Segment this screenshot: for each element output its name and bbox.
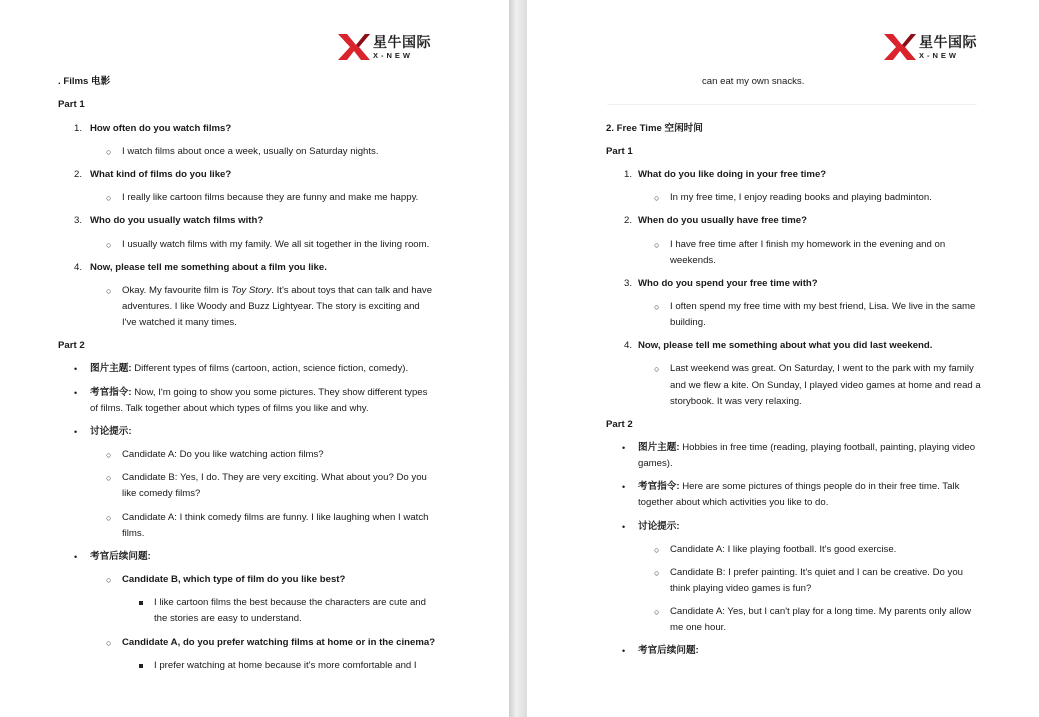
answer: I usually watch films with my family. We all sit together in the living room.	[122, 239, 430, 250]
answer-line	[122, 283, 432, 299]
dialogue-line: Candidate A: Yes, but I can't play for a long time. My parents only allow	[670, 606, 972, 617]
topic-text: Different types of films (cartoon, action, science fiction, comedy).	[134, 363, 409, 374]
instruction-line	[90, 385, 427, 401]
logo-cn-text: 星牛国际	[919, 33, 977, 50]
answer: Last weekend was great. On Saturday, I went to the park with my family	[670, 363, 974, 374]
instruction-line	[638, 479, 959, 495]
topic-line	[90, 361, 408, 377]
instruction-text: Now, I'm going to show you some pictures. They show different types	[134, 387, 428, 398]
circle-bullet-icon: ○	[106, 513, 112, 523]
q-number: 3.	[623, 278, 632, 289]
continued-answer: can eat my own snacks.	[702, 76, 805, 87]
topic-text: Hobbies in free time (reading, playing football, painting, playing video	[682, 442, 976, 453]
disc-bullet-icon: •	[622, 443, 626, 453]
circle-bullet-icon: ○	[106, 193, 112, 203]
x-new-logo	[884, 34, 977, 60]
answer: I have free time after I finish my homework in the evening and on	[670, 239, 946, 250]
film-title: Toy Story	[231, 285, 272, 296]
instruction-label: 考官指令:	[638, 481, 680, 492]
disc-bullet-icon: •	[74, 552, 78, 562]
dialogue-line: Candidate B: Yes, I do. They are very exciting. What about you? Do you	[122, 472, 427, 483]
circle-bullet-icon: ○	[654, 607, 660, 617]
circle-bullet-icon: ○	[106, 575, 112, 585]
question: Who do you usually watch films with?	[90, 215, 264, 226]
question: How often do you watch films?	[90, 123, 232, 134]
document-page-right	[527, 0, 1039, 717]
disc-bullet-icon: •	[622, 522, 626, 532]
question: Who do you spend your free time with?	[638, 278, 818, 289]
x-new-logo	[338, 34, 431, 60]
q-number: 1.	[73, 123, 82, 134]
follow-up-question: Candidate B, which type of film do you like best?	[122, 574, 346, 585]
x-new-logo-icon	[338, 34, 370, 60]
circle-bullet-icon: ○	[106, 473, 112, 483]
q-number: 2.	[623, 215, 632, 226]
circle-bullet-icon: ○	[106, 286, 112, 296]
part2-label: Part 2	[606, 419, 633, 430]
follow-up-label: 考官后续问题:	[90, 551, 151, 562]
circle-bullet-icon: ○	[654, 302, 660, 312]
instruction-line: together about which activities you like to do.	[638, 497, 829, 508]
circle-bullet-icon: ○	[654, 545, 660, 555]
answer: I watch films about once a week, usually on Saturday nights.	[122, 146, 379, 157]
part2-label: Part 2	[58, 340, 85, 351]
x-new-logo-icon	[884, 34, 916, 60]
logo-cn-text: 星牛国际	[373, 33, 431, 50]
follow-up-answer: the stories are easy to understand.	[154, 613, 302, 624]
answer: I really like cartoon films because they are funny and make me happy.	[122, 192, 419, 203]
q-number: 3.	[73, 215, 82, 226]
disc-bullet-icon: •	[74, 388, 78, 398]
square-bullet-icon	[139, 664, 143, 668]
separator-line	[607, 104, 977, 105]
instruction-line: of films. Talk together about which types of films you like and why.	[90, 403, 369, 414]
instruction-text: Here are some pictures of things people do in their free time. Talk	[682, 481, 960, 492]
answer: building.	[670, 317, 706, 328]
follow-up-answer: I prefer watching at home because it's more comfortable and I	[154, 660, 417, 671]
circle-bullet-icon: ○	[654, 364, 660, 374]
dialogue-line: me one hour.	[670, 622, 727, 633]
answer-text: Okay. My favourite film is	[122, 285, 232, 296]
part1-label: Part 1	[58, 99, 85, 110]
topic-line: games).	[638, 458, 673, 469]
dialogue-line: Candidate A: I like playing football. It's good exercise.	[670, 544, 897, 555]
circle-bullet-icon: ○	[106, 147, 112, 157]
logo-en-text: X-NEW	[373, 50, 413, 60]
follow-up-label: 考官后续问题:	[638, 645, 699, 656]
q-number: 4.	[623, 340, 632, 351]
topic-label: 图片主题:	[90, 363, 132, 374]
question: Now, please tell me something about what you did last weekend.	[638, 340, 933, 351]
follow-up-question: Candidate A, do you prefer watching films at home or in the cinema?	[122, 637, 436, 648]
disc-bullet-icon: •	[74, 427, 78, 437]
topic-label: 图片主题:	[638, 442, 680, 453]
discussion-label: 讨论提示:	[90, 426, 132, 437]
answer: I often spend my free time with my best friend, Lisa. We live in the same	[670, 301, 976, 312]
topic-line	[638, 440, 975, 456]
circle-bullet-icon: ○	[106, 450, 112, 460]
dialogue-line: like comedy films?	[122, 488, 201, 499]
answer-line: adventures. I like Woody and Buzz Lightyear. The story is exciting and	[122, 301, 420, 312]
dialogue-line: Candidate A: Do you like watching action films?	[122, 449, 324, 460]
dialogue-line: think playing video games is fun?	[670, 583, 812, 594]
disc-bullet-icon: •	[622, 646, 626, 656]
question: What kind of films do you like?	[90, 169, 232, 180]
instruction-label: 考官指令:	[90, 387, 132, 398]
circle-bullet-icon: ○	[106, 638, 112, 648]
q-number: 4.	[73, 262, 82, 273]
answer: storybook. It was very relaxing.	[670, 396, 802, 407]
square-bullet-icon	[139, 601, 143, 605]
follow-up-answer: I like cartoon films the best because the characters are cute and	[154, 597, 426, 608]
page-gutter	[509, 0, 527, 717]
q-number: 1.	[623, 169, 632, 180]
document-page-left	[0, 0, 509, 717]
dialogue-line: Candidate B: I prefer painting. It's quiet and I can be creative. Do you	[670, 567, 964, 578]
answer-text: . It's about toys that can talk and have	[271, 285, 433, 296]
dialogue-line: films.	[122, 528, 145, 539]
question: Now, please tell me something about a film you like.	[90, 262, 327, 273]
answer: and we flew a kite. On Sunday, I played video games at home and read a	[670, 380, 981, 391]
q-number: 2.	[73, 169, 82, 180]
section-title-films: . Films 电影	[58, 76, 111, 87]
disc-bullet-icon: •	[74, 364, 78, 374]
logo-en-text: X-NEW	[919, 50, 959, 60]
circle-bullet-icon: ○	[654, 193, 660, 203]
question: When do you usually have free time?	[638, 215, 807, 226]
circle-bullet-icon: ○	[654, 568, 660, 578]
answer: weekends.	[670, 255, 716, 266]
question: What do you like doing in your free time?	[638, 169, 827, 180]
answer-line: I've watched it many times.	[122, 317, 237, 328]
circle-bullet-icon: ○	[654, 240, 660, 250]
section-title-free-time: 2. Free Time 空闲时间	[606, 123, 703, 134]
answer: In my free time, I enjoy reading books and playing badminton.	[670, 192, 932, 203]
circle-bullet-icon: ○	[106, 240, 112, 250]
dialogue-line: Candidate A: I think comedy films are funny. I like laughing when I watch	[122, 512, 429, 523]
disc-bullet-icon: •	[622, 482, 626, 492]
part1-label: Part 1	[606, 146, 633, 157]
discussion-label: 讨论提示:	[638, 521, 680, 532]
